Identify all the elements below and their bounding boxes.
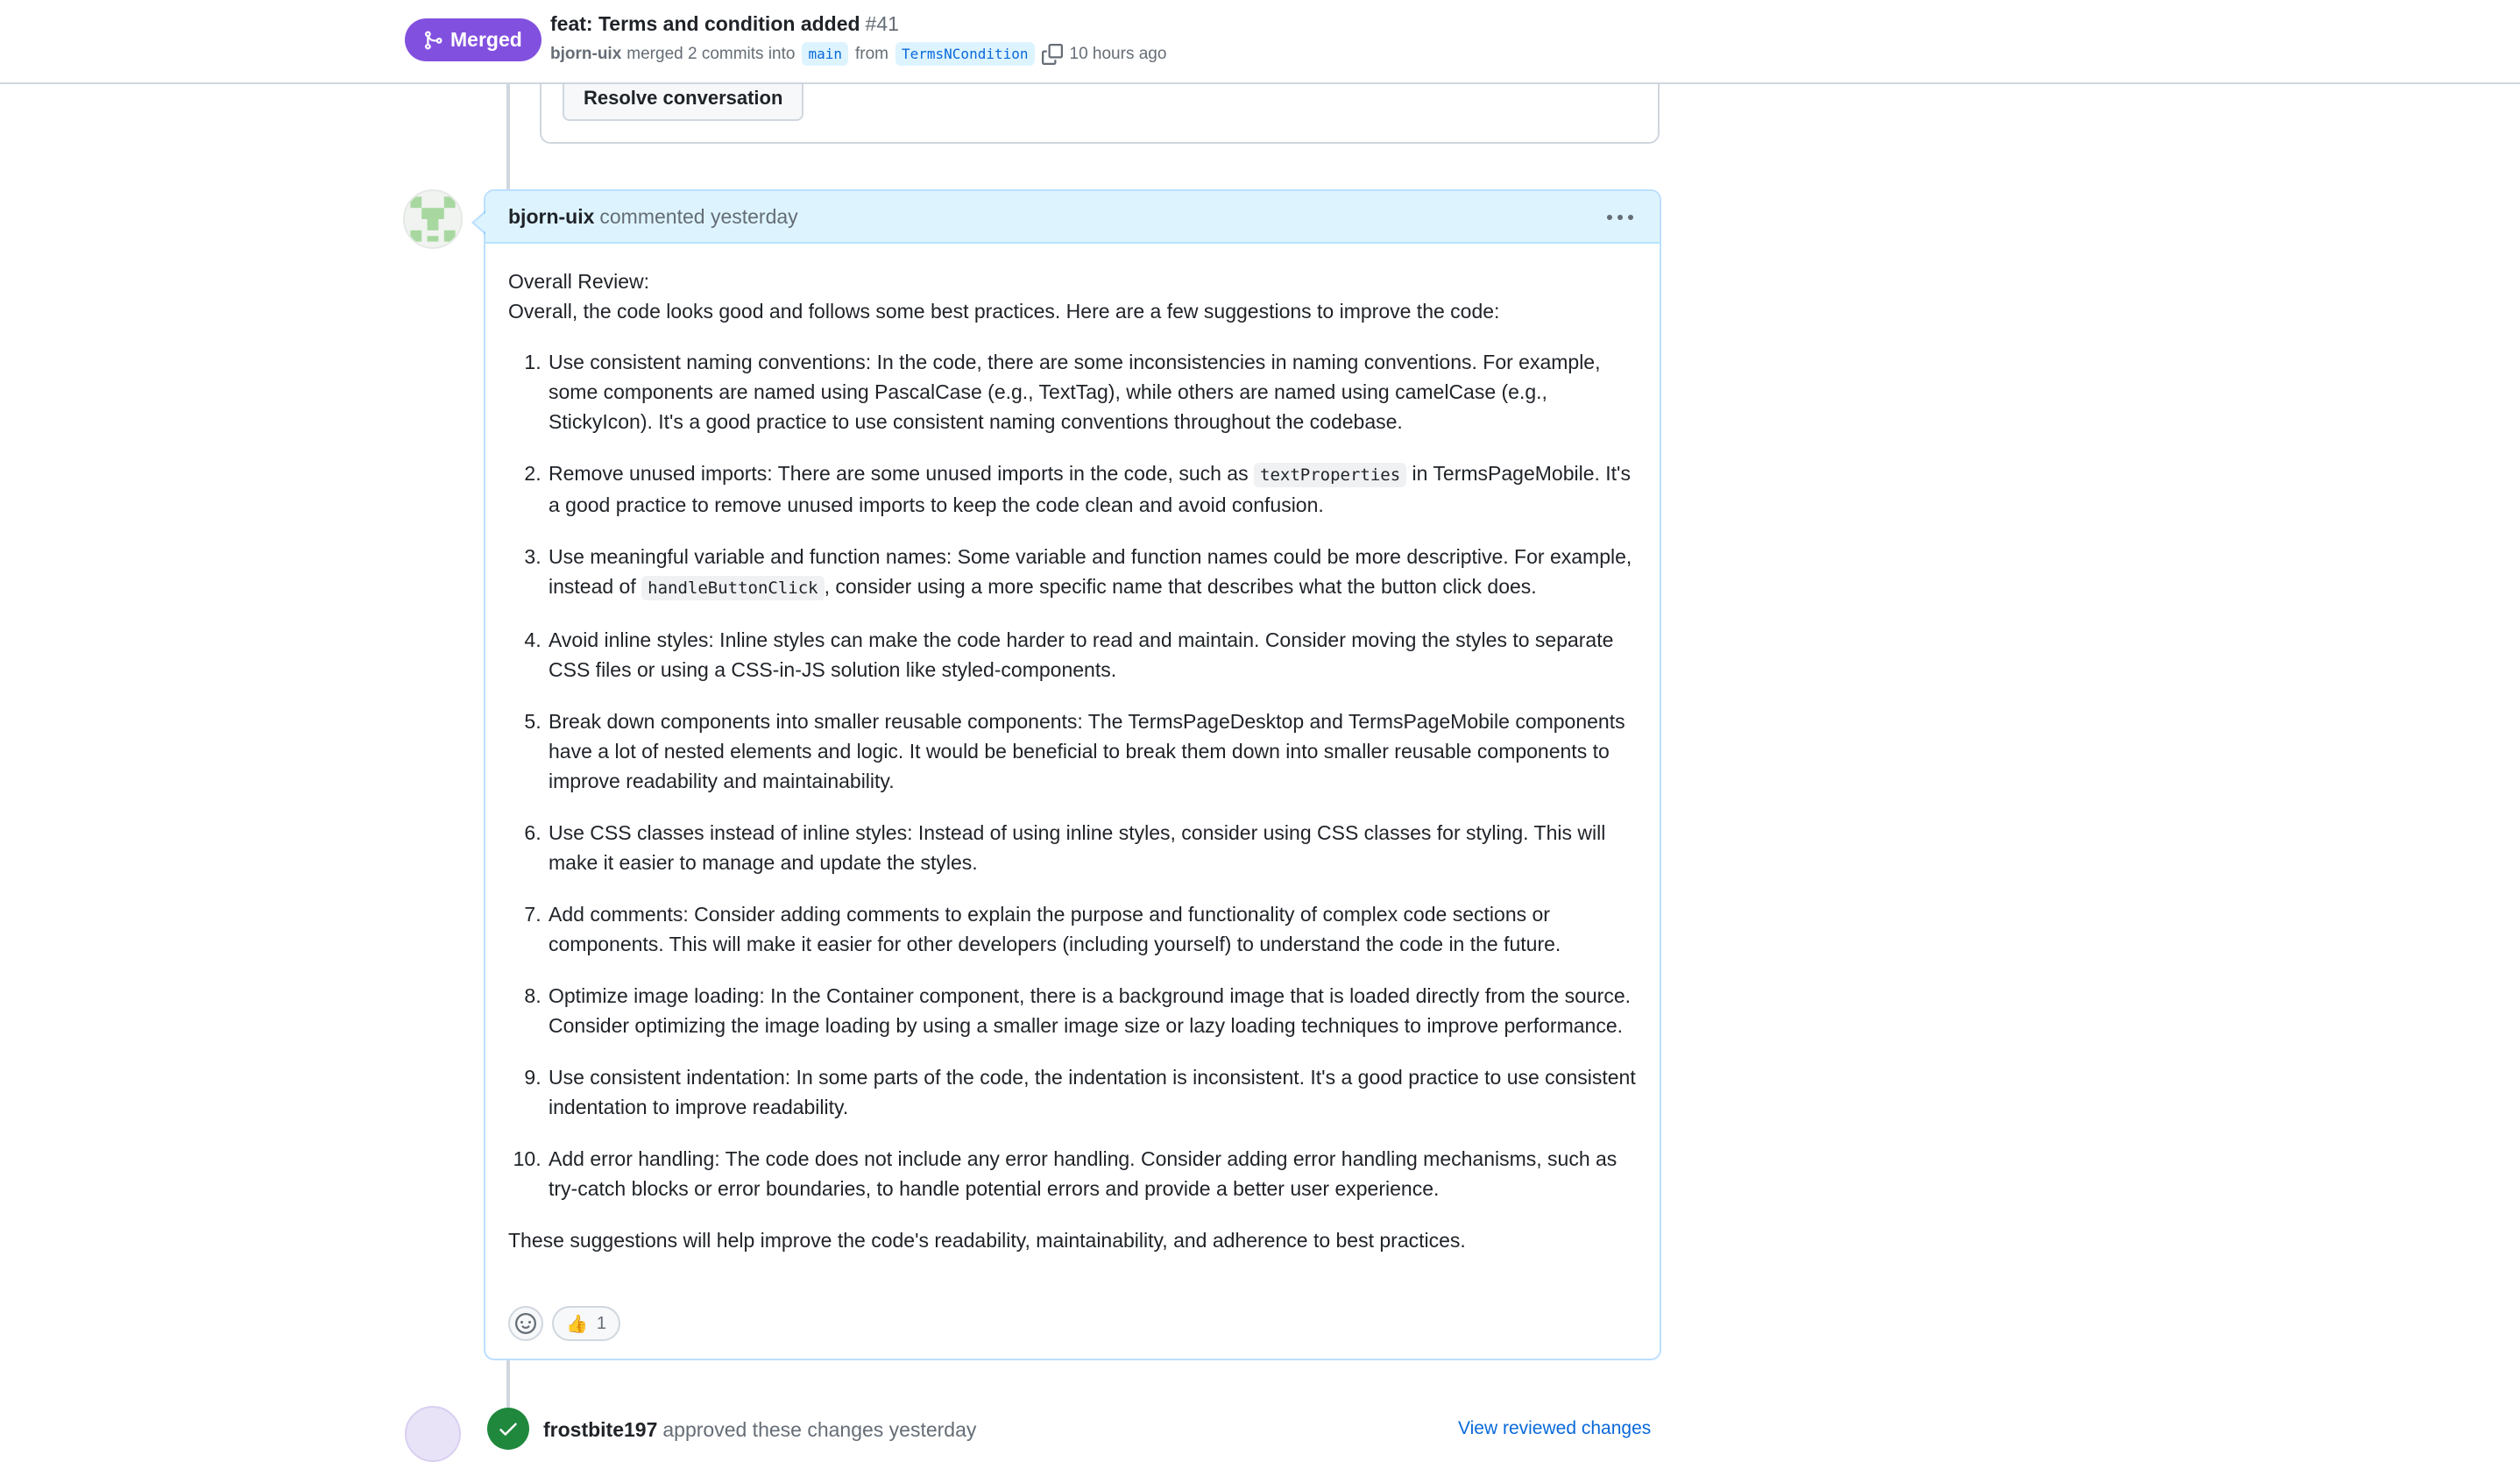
resolve-conversation-button[interactable]: Resolve conversation (563, 75, 803, 121)
smiley-icon (515, 1313, 536, 1334)
merged-status-badge (405, 18, 542, 61)
approval-event (543, 1418, 976, 1442)
code-snippet: textProperties (1254, 463, 1406, 487)
list-item: 6. Use CSS classes instead of inline styles: Instead of using inline styles, consider using CSS classes for styling. This will make it easier to manage and update the styles. (547, 818, 1637, 877)
intro-line-1: Overall Review: (508, 270, 650, 293)
list-item: 8. Optimize image loading: In the Container component, there is a background image that is loaded directly from the source. Consider optimizing the image loading by using a smaller image size or lazy loading techniques to improve performance. (547, 981, 1637, 1040)
pr-number: #41 (865, 12, 899, 35)
thumbs-up-icon: 👍 (566, 1314, 588, 1334)
avatar[interactable] (403, 189, 463, 249)
pr-sticky-header (0, 0, 2520, 84)
base-branch[interactable]: main (802, 42, 848, 66)
list-item: 9. Use consistent indentation: In some parts of the code, the indentation is inconsistent. It's a good practice to use consistent indentation to improve readability. (547, 1062, 1637, 1122)
comment-caret-inner (474, 212, 486, 233)
approver-link[interactable]: frostbite197 (543, 1418, 658, 1441)
merge-time[interactable]: 10 hours ago (1069, 44, 1167, 63)
view-reviewed-changes-link[interactable]: View reviewed changes (1458, 1418, 1652, 1438)
closing-text: These suggestions will help improve the code's readability, maintainability, and adherence to best practices. (508, 1229, 1466, 1252)
list-item: 2. Remove unused imports: There are some unused imports in the code, such as textProperties in TermsPageMobile. It's a good practice to remove unused imports to keep the code clean and avoid confusion. (547, 458, 1637, 520)
merged-status-label: Merged (450, 28, 522, 51)
suggestions-list (508, 347, 1637, 1203)
code-snippet: handleButtonClick (641, 576, 824, 600)
comment-body (485, 244, 1660, 1255)
pr-meta (550, 42, 1166, 66)
pr-title[interactable] (550, 12, 899, 36)
head-branch[interactable]: TermsNCondition (895, 42, 1035, 66)
git-merge-icon (422, 29, 443, 52)
reactions-bar (508, 1306, 620, 1341)
list-item: 7. Add comments: Consider adding comments to explain the purpose and functionality of complex code sections or components. This will make it easier for other developers (including yourself) to understand the code in the future. (547, 899, 1637, 959)
approval-text: approved these changes yesterday (662, 1418, 977, 1441)
list-item: 3. Use meaningful variable and function names: Some variable and function names could be more descriptive. For example, instead of handleButtonClick , consider using a more specific name that describes what the button click does. (547, 542, 1637, 603)
comment-author-link[interactable]: bjorn-uix (508, 204, 595, 228)
pr-author-link[interactable]: bjorn-uix (550, 44, 622, 63)
copy-icon[interactable] (1042, 44, 1063, 65)
approved-check-icon (487, 1408, 529, 1450)
reaction-count: 1 (596, 1313, 607, 1333)
comment-timestamp[interactable]: commented yesterday (599, 204, 798, 228)
pr-title-text[interactable]: feat: Terms and condition added (550, 12, 860, 35)
kebab-menu-icon[interactable] (1607, 207, 1633, 228)
comment-header (485, 191, 1660, 244)
list-item: 4. Avoid inline styles: Inline styles can make the code harder to read and maintain. Consider moving the styles to separate CSS files or using a CSS-in-JS solution like styled-components. (547, 625, 1637, 685)
from-text: from (855, 44, 888, 63)
add-reaction-button[interactable] (508, 1306, 543, 1341)
identicon-image (405, 191, 461, 247)
list-item: 5. Break down components into smaller reusable components: The TermsPageDesktop and TermsPageMobile components have a lot of nested elements and logic. It would be beneficial to break them down into smaller reusable components to improve readability and maintainability. (547, 706, 1637, 796)
intro-line-2: Overall, the code looks good and follows some best practices. Here are a few suggestions to improve the code: (508, 300, 1500, 323)
review-comment (484, 189, 1661, 1360)
thumbs-up-reaction[interactable] (552, 1306, 620, 1341)
list-item: 1. Use consistent naming conventions: In the code, there are some inconsistencies in naming conventions. For example, some components are named using PascalCase (e.g., TextTag), while others are named using camelCase (e.g., StickyIcon). It's a good practice to use consistent naming conventions throughout the codebase. (547, 347, 1637, 436)
approver-avatar[interactable] (405, 1406, 461, 1462)
merged-text: merged 2 commits into (626, 44, 796, 63)
list-item: 10. Add error handling: The code does not include any error handling. Consider adding error handling mechanisms, such as try-catch blocks or error boundaries, to handle potential errors and provide a better user experience. (547, 1144, 1637, 1203)
